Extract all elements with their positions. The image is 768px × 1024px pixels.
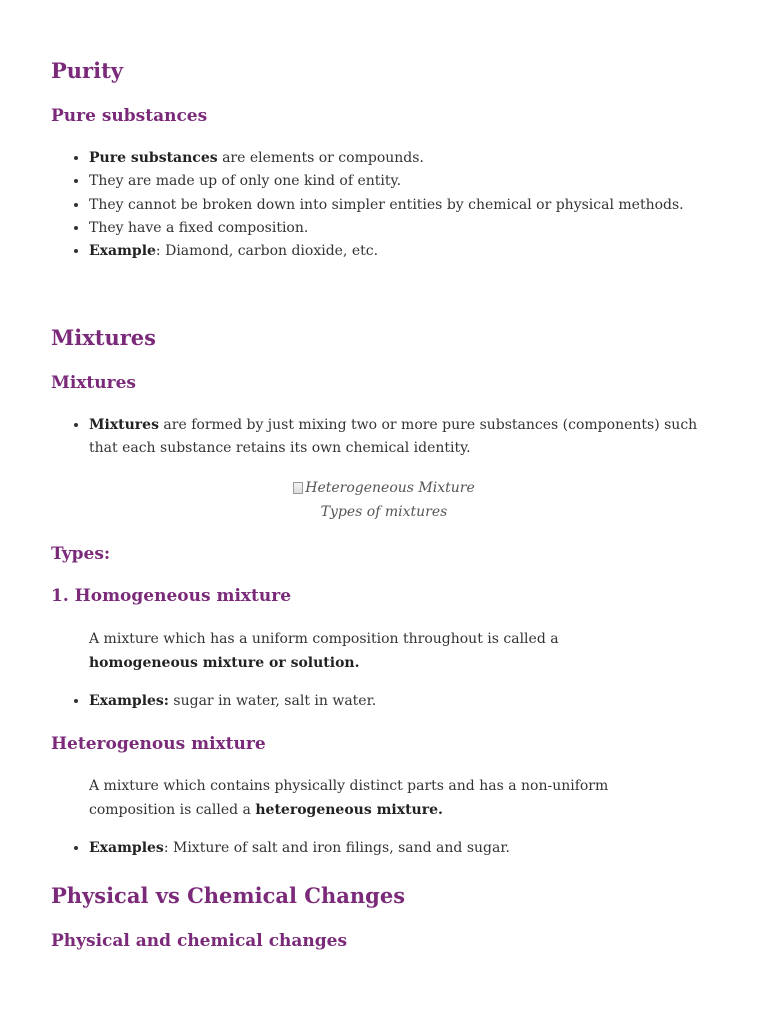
pure-substances-list bbox=[51, 147, 729, 263]
list-item-bold: Pure substances bbox=[89, 150, 218, 166]
subheading-heterogenous-mixture: Heterogenous mixture bbox=[51, 734, 266, 754]
list-item bbox=[89, 690, 729, 713]
subheading-homogeneous-mixture: 1. Homogeneous mixture bbox=[51, 586, 292, 606]
list-item-text: They have a fixed composition. bbox=[89, 219, 309, 236]
para-text: A mixture which contains physically distinct parts and has a non-uniform composition is called a bbox=[89, 778, 609, 818]
list-item bbox=[89, 170, 729, 193]
list-item-text: They are made up of only one kind of entity. bbox=[89, 173, 402, 190]
heading-physical-vs-chemical: Physical vs Chemical Changes bbox=[51, 883, 406, 908]
subheading-types: Types: bbox=[51, 544, 111, 564]
list-item bbox=[89, 194, 729, 217]
list-item-text: : Mixture of salt and iron filings, sand and sugar. bbox=[163, 840, 510, 856]
para-text: A mixture which has a uniform composition throughout is called a bbox=[89, 631, 559, 647]
list-item-bold: Examples: bbox=[89, 693, 169, 709]
subheading-mixtures: Mixtures bbox=[51, 373, 136, 393]
list-item-text: are elements or compounds. bbox=[217, 150, 424, 166]
heterogeneous-definition bbox=[89, 775, 629, 822]
heterogeneous-examples-list bbox=[51, 837, 729, 860]
list-item-text: are formed by just mixing two or more pure substances (components) such that each substance retains its own chemical identity. bbox=[89, 417, 698, 457]
heterogeneous-mixture-image bbox=[293, 476, 474, 500]
mixture-figure bbox=[0, 476, 768, 524]
list-item-bold: Example bbox=[89, 243, 156, 260]
para-bold: heterogeneous mixture. bbox=[255, 801, 443, 818]
list-item bbox=[89, 217, 729, 240]
list-item-text: sugar in water, salt in water. bbox=[168, 693, 377, 709]
subheading-pure-substances: Pure substances bbox=[51, 106, 208, 126]
homogeneous-examples-list bbox=[51, 690, 729, 713]
subheading-physical-chemical-changes: Physical and chemical changes bbox=[51, 931, 348, 951]
list-item-text: : Diamond, carbon dioxide, etc. bbox=[155, 243, 379, 260]
homogeneous-definition bbox=[89, 628, 669, 675]
heading-mixtures: Mixtures bbox=[51, 325, 156, 350]
list-item bbox=[89, 147, 729, 170]
heading-purity: Purity bbox=[51, 58, 124, 83]
para-bold: homogeneous mixture or solution. bbox=[89, 654, 360, 671]
list-item bbox=[89, 240, 729, 263]
list-item bbox=[89, 837, 729, 860]
broken-image-icon bbox=[293, 482, 303, 494]
image-alt-text: Heterogeneous Mixture bbox=[305, 480, 475, 496]
mixtures-list bbox=[51, 414, 719, 461]
figure-caption: Types of mixtures bbox=[320, 504, 448, 520]
list-item bbox=[89, 414, 719, 461]
list-item-bold: Mixtures bbox=[89, 417, 159, 433]
list-item-bold: Examples bbox=[89, 840, 164, 856]
list-item-text: They cannot be broken down into simpler entities by chemical or physical methods. bbox=[89, 196, 684, 213]
